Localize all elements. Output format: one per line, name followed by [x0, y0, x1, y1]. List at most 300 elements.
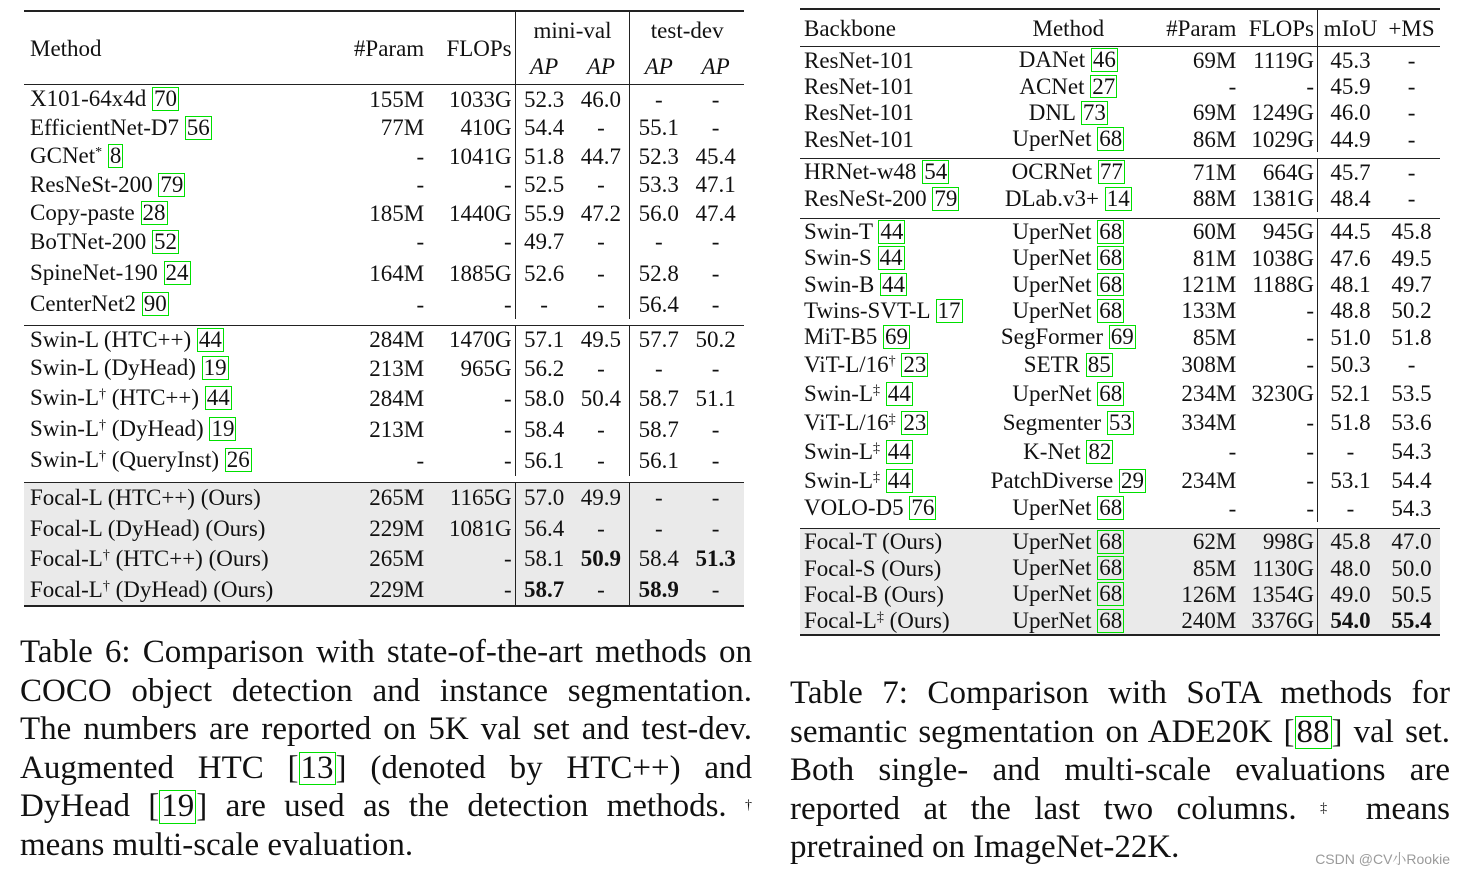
value-cell: 213M — [369, 416, 425, 442]
citation-link[interactable]: 46 — [1092, 47, 1116, 73]
method-cell — [24, 114, 334, 143]
value-cell: 121M — [1181, 272, 1237, 298]
value-cell: - — [687, 85, 744, 114]
backbone-name: Swin-L — [804, 380, 873, 406]
value-cell: 49.0 — [1317, 581, 1383, 607]
table-row — [24, 414, 744, 445]
citation-link[interactable]: 79 — [934, 185, 958, 211]
method-mark: † — [102, 548, 110, 564]
method-cell — [24, 414, 334, 445]
backbone-cell — [800, 495, 980, 521]
table-row — [24, 228, 744, 257]
citation-link[interactable]: 13 — [300, 749, 334, 786]
table-row — [24, 513, 744, 544]
backbone-mark: † — [888, 353, 896, 369]
backbone-name: Focal-S (Ours) — [804, 555, 942, 581]
citation-link[interactable]: 82 — [1088, 438, 1112, 464]
value-cell: 58.4 — [630, 544, 687, 575]
value-cell: 45.9 — [1317, 73, 1383, 99]
value-cell: 77M — [380, 115, 425, 141]
value-cell: 965G — [460, 355, 512, 381]
method-cell — [24, 354, 334, 383]
value-cell: 51.1 — [695, 385, 736, 411]
value-cell: 234M — [1181, 381, 1237, 407]
table-row — [24, 544, 744, 575]
value-cell: 44.7 — [580, 143, 622, 169]
value-cell: 53.3 — [630, 171, 687, 200]
ap-label: AP — [644, 53, 673, 79]
value-cell: - — [416, 229, 425, 255]
method-cell — [980, 126, 1156, 152]
backbone-name: Twins-SVT-L — [804, 297, 930, 323]
backbone-cell — [800, 298, 980, 324]
value-cell: - — [597, 260, 605, 286]
backbone-cell — [800, 350, 980, 379]
value-cell: 133M — [1181, 298, 1237, 324]
citation-link[interactable]: 85 — [1087, 351, 1111, 377]
citation-link[interactable]: 68 — [1099, 126, 1123, 152]
backbone-name: ResNet-101 — [804, 126, 914, 152]
value-cell: 56.1 — [515, 445, 572, 476]
value-cell: 62M — [1156, 528, 1239, 555]
citation-link[interactable]: 29 — [1120, 467, 1144, 493]
method-name: CenterNet2 — [30, 291, 142, 317]
citation-link[interactable]: 23 — [903, 351, 927, 377]
citation-link[interactable]: 90 — [143, 291, 167, 317]
method-suffix: (HTC++) — [111, 385, 205, 411]
value-cell: - — [597, 115, 605, 141]
method-cell — [980, 73, 1156, 99]
header-cell — [573, 48, 630, 84]
method-name: Focal-L — [30, 576, 103, 602]
value-cell: - — [1306, 468, 1314, 494]
value-cell: 45.7 — [1317, 159, 1383, 186]
value-cell: - — [1306, 73, 1314, 99]
value-cell: 998G — [1239, 528, 1317, 555]
backbone-cell — [800, 73, 980, 99]
table-row — [24, 114, 744, 143]
citation-link[interactable]: 44 — [879, 245, 903, 271]
value-cell: - — [503, 291, 512, 317]
backbone-mark: ‡ — [888, 411, 896, 427]
backbone-name: VOLO-D5 — [804, 495, 904, 521]
value-cell: 55.1 — [630, 114, 687, 143]
value-cell: - — [416, 291, 425, 317]
value-cell: - — [503, 229, 512, 255]
value-cell: - — [630, 228, 687, 257]
citation-link[interactable]: 68 — [1099, 555, 1123, 581]
table-row — [24, 199, 744, 228]
value-cell: 46.0 — [1317, 100, 1383, 126]
value-cell: - — [416, 143, 425, 169]
method-suffix: (HTC++) (Ours) — [115, 546, 269, 572]
method-name: Focal-L (DyHead) (Ours) — [30, 515, 266, 541]
citation-link[interactable]: 68 — [1099, 380, 1123, 406]
header-cell: Backbone — [800, 9, 980, 47]
citation-link[interactable]: 56 — [186, 114, 210, 140]
value-cell: 1041G — [449, 143, 512, 169]
citation-link[interactable]: 69 — [1110, 324, 1134, 350]
method-name: OCRNet — [1011, 159, 1093, 185]
value-cell: - — [687, 482, 744, 513]
value-cell: - — [1407, 186, 1416, 212]
method-cell — [980, 437, 1156, 466]
value-cell: 50.2 — [687, 325, 744, 354]
citation-link[interactable]: 68 — [1099, 245, 1123, 271]
table-row — [24, 142, 744, 171]
value-cell: 54.0 — [1317, 607, 1383, 634]
value-cell: 52.3 — [515, 85, 572, 114]
value-cell: 1119G — [1239, 47, 1317, 74]
citation-link[interactable]: 79 — [160, 171, 184, 197]
value-cell: 48.0 — [1317, 555, 1383, 581]
method-suffix: (QueryInst) — [111, 447, 225, 473]
value-cell: - — [416, 172, 425, 198]
table-row — [800, 73, 1440, 99]
citation-link[interactable]: 23 — [903, 409, 927, 435]
citation-link[interactable]: 44 — [887, 438, 911, 464]
method-name: Focal-L — [30, 546, 103, 572]
method-cell — [980, 324, 1156, 350]
value-cell: 164M — [369, 260, 425, 286]
value-cell: 45.3 — [1317, 47, 1383, 74]
value-cell: 48.8 — [1317, 298, 1383, 324]
header-cell: mIoU — [1317, 9, 1383, 47]
value-cell: 1033G — [427, 85, 515, 114]
method-cell — [980, 379, 1156, 408]
method-mark: * — [95, 145, 103, 161]
citation-link[interactable]: 73 — [1082, 99, 1106, 125]
value-cell: 126M — [1156, 581, 1239, 607]
citation-link[interactable]: 26 — [226, 447, 250, 473]
value-cell: - — [1383, 47, 1440, 74]
value-cell: - — [503, 447, 512, 473]
value-cell: 229M — [334, 513, 428, 544]
value-cell: 56.4 — [630, 290, 687, 319]
table-row — [800, 100, 1440, 126]
method-cell — [24, 383, 334, 414]
method-name: UperNet — [1012, 607, 1092, 633]
backbone-cell — [800, 47, 980, 74]
header-cell: Method — [980, 9, 1156, 47]
value-cell: - — [573, 513, 630, 544]
method-mark: † — [99, 449, 106, 465]
value-cell: - — [597, 355, 605, 381]
method-cell — [980, 245, 1156, 271]
value-cell: 44.9 — [1317, 126, 1383, 152]
value-cell: - — [503, 172, 512, 198]
table-row — [800, 437, 1440, 466]
method-cell — [980, 218, 1156, 245]
value-cell: 71M — [1156, 159, 1239, 186]
citation-link[interactable]: 68 — [1099, 219, 1123, 244]
method-cell — [980, 466, 1156, 495]
backbone-cell — [800, 185, 980, 211]
backbone-name: ResNet-101 — [804, 47, 914, 73]
citation-link[interactable]: 44 — [887, 467, 911, 493]
method-mark: † — [99, 387, 106, 403]
citation-link[interactable]: 24 — [165, 260, 189, 286]
value-cell: - — [503, 416, 512, 442]
table-row — [24, 325, 744, 354]
citation-link[interactable]: 44 — [206, 385, 230, 411]
table-row — [800, 555, 1440, 581]
ap-label: AP — [586, 53, 615, 79]
citation-link[interactable]: 28 — [142, 200, 166, 226]
citation-link[interactable]: 17 — [937, 297, 961, 323]
method-cell — [24, 574, 334, 606]
value-cell: 1885G — [449, 260, 512, 286]
citation-link[interactable]: 19 — [161, 788, 195, 825]
value-cell: 54.3 — [1391, 495, 1432, 521]
backbone-name: Swin-S — [804, 245, 872, 271]
value-cell: 45.4 — [695, 143, 736, 169]
value-cell: 58.1 — [515, 544, 572, 575]
header-row — [24, 11, 744, 48]
table-row — [24, 482, 744, 513]
value-cell: 49.7 — [515, 228, 572, 257]
value-cell: - — [1407, 352, 1416, 378]
backbone-cell — [800, 271, 980, 297]
header-cell: test-dev — [630, 11, 744, 48]
table-row — [24, 85, 744, 114]
citation-link[interactable]: 68 — [1099, 297, 1123, 323]
table-7-caption: Table 7: Comparison with SoTA methods for semantic segmentation on ADE20K [88] val set. Both single- and multi-scale evaluations are reported at the last two columns. ‡ means pretrained on ImageNet-22K. — [790, 675, 1451, 866]
method-name: ACNet — [1019, 73, 1085, 99]
value-cell: 56.0 — [630, 199, 687, 228]
table-row — [800, 495, 1440, 521]
value-cell: 240M — [1156, 607, 1239, 634]
method-cell — [980, 47, 1156, 74]
value-cell: 50.9 — [573, 544, 630, 575]
citation-link[interactable]: 68 — [1099, 581, 1123, 607]
method-cell — [980, 159, 1156, 186]
backbone-name: ViT-L/16 — [804, 351, 889, 377]
method-cell — [980, 607, 1156, 634]
ap-label: AP — [530, 53, 559, 79]
value-cell: 50.3 — [1317, 350, 1383, 379]
citation-link[interactable]: 69 — [885, 324, 909, 350]
method-name: Swin-L — [30, 447, 99, 473]
value-cell: 1381G — [1251, 186, 1314, 212]
backbone-name: ResNet-101 — [804, 100, 914, 126]
table-row — [24, 256, 744, 290]
backbone-cell — [800, 581, 980, 607]
citation-link[interactable]: 19 — [203, 355, 227, 381]
value-cell: 47.6 — [1317, 245, 1383, 271]
table-row — [800, 298, 1440, 324]
citation-link[interactable]: 54 — [924, 159, 948, 185]
method-cell — [24, 445, 334, 476]
value-cell: 1470G — [427, 325, 515, 354]
table-7 — [800, 8, 1440, 636]
method-name: UperNet — [1012, 528, 1092, 554]
method-cell — [980, 298, 1156, 324]
value-cell: 50.0 — [1383, 555, 1440, 581]
method-cell — [24, 290, 334, 319]
backbone-cell — [800, 159, 980, 186]
citation-link[interactable]: 19 — [211, 416, 235, 442]
value-cell: 945G — [1239, 218, 1317, 245]
citation-link[interactable]: 44 — [198, 326, 222, 352]
citation-link[interactable]: 8 — [109, 143, 122, 169]
value-cell: 54.3 — [1391, 439, 1432, 465]
value-cell: 1130G — [1239, 555, 1317, 581]
table-row — [24, 171, 744, 200]
value-cell: 308M — [1181, 352, 1237, 378]
value-cell: 57.1 — [515, 325, 572, 354]
method-name: K-Net — [1023, 438, 1081, 464]
backbone-cell — [800, 126, 980, 152]
table-row — [800, 185, 1440, 211]
value-cell: - — [630, 482, 687, 513]
backbone-name: Swin-T — [804, 219, 873, 244]
value-cell: 58.7 — [515, 574, 572, 606]
table-row — [24, 383, 744, 414]
method-cell — [24, 85, 334, 114]
method-name: Segmenter — [1002, 409, 1102, 435]
value-cell: 46.0 — [573, 85, 630, 114]
value-cell: - — [416, 447, 425, 473]
citation-link[interactable]: 68 — [1099, 607, 1123, 633]
value-cell: 52.6 — [515, 256, 572, 290]
table-row — [24, 290, 744, 319]
citation-link[interactable]: 68 — [1099, 495, 1123, 521]
table-row — [800, 159, 1440, 186]
value-cell: - — [630, 513, 687, 544]
value-cell: 45.8 — [1317, 528, 1383, 555]
method-name: ResNeSt-200 — [30, 171, 159, 197]
method-cell — [24, 482, 334, 513]
table-row — [24, 354, 744, 383]
method-cell — [980, 528, 1156, 555]
table-row — [800, 126, 1440, 152]
value-cell: - — [687, 513, 744, 544]
value-cell: 52.3 — [630, 142, 687, 171]
value-cell: 50.5 — [1383, 581, 1440, 607]
value-cell: - — [1228, 73, 1237, 99]
method-suffix: (DyHead) — [111, 416, 210, 442]
citation-link[interactable]: 44 — [887, 380, 911, 406]
value-cell: 58.9 — [630, 574, 687, 606]
value-cell: - — [1306, 439, 1314, 465]
value-cell: - — [1383, 159, 1440, 186]
method-name: SpineNet-190 — [30, 260, 164, 286]
value-cell: 58.7 — [630, 383, 687, 414]
method-name: BoTNet-200 — [30, 228, 153, 254]
value-cell: - — [427, 574, 515, 606]
value-cell: 50.4 — [580, 385, 622, 411]
value-cell: - — [1228, 439, 1237, 465]
backbone-cell — [800, 218, 980, 245]
backbone-cell — [800, 528, 980, 555]
value-cell: 58.0 — [515, 383, 572, 414]
citation-link[interactable]: 77 — [1099, 159, 1123, 185]
citation-link[interactable]: 14 — [1106, 185, 1130, 211]
table-row — [800, 324, 1440, 350]
value-cell: 54.4 — [515, 114, 572, 143]
header-cell: FLOPs — [427, 11, 515, 85]
citation-link[interactable]: 88 — [1296, 713, 1330, 750]
method-cell — [980, 495, 1156, 521]
citation-link[interactable]: 68 — [1099, 528, 1123, 554]
table-row — [24, 445, 744, 476]
table-row — [800, 271, 1440, 297]
method-cell — [24, 256, 334, 290]
value-cell: 58.7 — [630, 414, 687, 445]
citation-link[interactable]: 44 — [882, 271, 906, 297]
citation-link[interactable]: 68 — [1099, 271, 1123, 297]
value-cell: 85M — [1156, 555, 1239, 581]
citation-link[interactable]: 70 — [154, 86, 178, 112]
value-cell: 1188G — [1252, 272, 1314, 298]
method-name: UperNet — [1012, 555, 1092, 581]
value-cell: - — [1306, 495, 1314, 521]
value-cell: 88M — [1192, 186, 1237, 212]
watermark: CSDN @CV小Rookie — [1315, 851, 1450, 867]
citation-link[interactable]: 52 — [154, 228, 178, 254]
method-name: DLab.v3+ — [1004, 185, 1099, 211]
method-name: UperNet — [1012, 245, 1092, 271]
value-cell: 155M — [334, 85, 428, 114]
value-cell: 56.1 — [630, 445, 687, 476]
value-cell: 1038G — [1251, 245, 1314, 271]
citation-link[interactable]: 76 — [911, 495, 935, 521]
method-cell — [980, 100, 1156, 126]
value-cell: - — [711, 355, 720, 381]
method-name: EfficientNet-D7 — [30, 114, 185, 140]
table-6 — [24, 10, 744, 607]
value-cell: 234M — [1181, 468, 1237, 494]
value-cell: 55.9 — [515, 199, 572, 228]
citation-link[interactable]: 53 — [1108, 409, 1132, 435]
header-cell — [515, 48, 572, 84]
method-cell — [24, 228, 334, 257]
backbone-mark: ‡ — [873, 440, 880, 456]
value-cell: - — [503, 385, 512, 411]
value-cell: 44.5 — [1317, 218, 1383, 245]
value-cell: - — [597, 229, 605, 255]
value-cell: 47.4 — [695, 200, 736, 226]
value-cell: 57.0 — [515, 482, 572, 513]
value-cell: 54.4 — [1391, 468, 1432, 494]
value-cell: 51.8 — [1391, 324, 1432, 350]
method-cell — [980, 271, 1156, 297]
header-cell: mini-val — [515, 11, 630, 48]
citation-link[interactable]: 44 — [880, 219, 904, 244]
value-cell: 48.1 — [1317, 271, 1383, 297]
value-cell: - — [711, 416, 720, 442]
method-suffix: (DyHead) (Ours) — [115, 576, 274, 602]
backbone-name: Swin-L — [804, 467, 873, 493]
value-cell: 55.4 — [1383, 607, 1440, 634]
value-cell: 185M — [369, 200, 425, 226]
table-row — [800, 350, 1440, 379]
table-row — [800, 408, 1440, 437]
value-cell: - — [597, 447, 605, 473]
method-cell — [24, 199, 334, 228]
method-name: UperNet — [1012, 219, 1092, 244]
value-cell: 1081G — [427, 513, 515, 544]
value-cell: 265M — [334, 544, 428, 575]
value-cell: - — [1306, 410, 1314, 436]
method-mark: † — [102, 578, 110, 594]
table-row — [800, 581, 1440, 607]
value-cell: 49.5 — [1391, 245, 1432, 271]
table-row — [800, 607, 1440, 634]
citation-link[interactable]: 27 — [1092, 73, 1116, 99]
header-row — [800, 9, 1440, 47]
